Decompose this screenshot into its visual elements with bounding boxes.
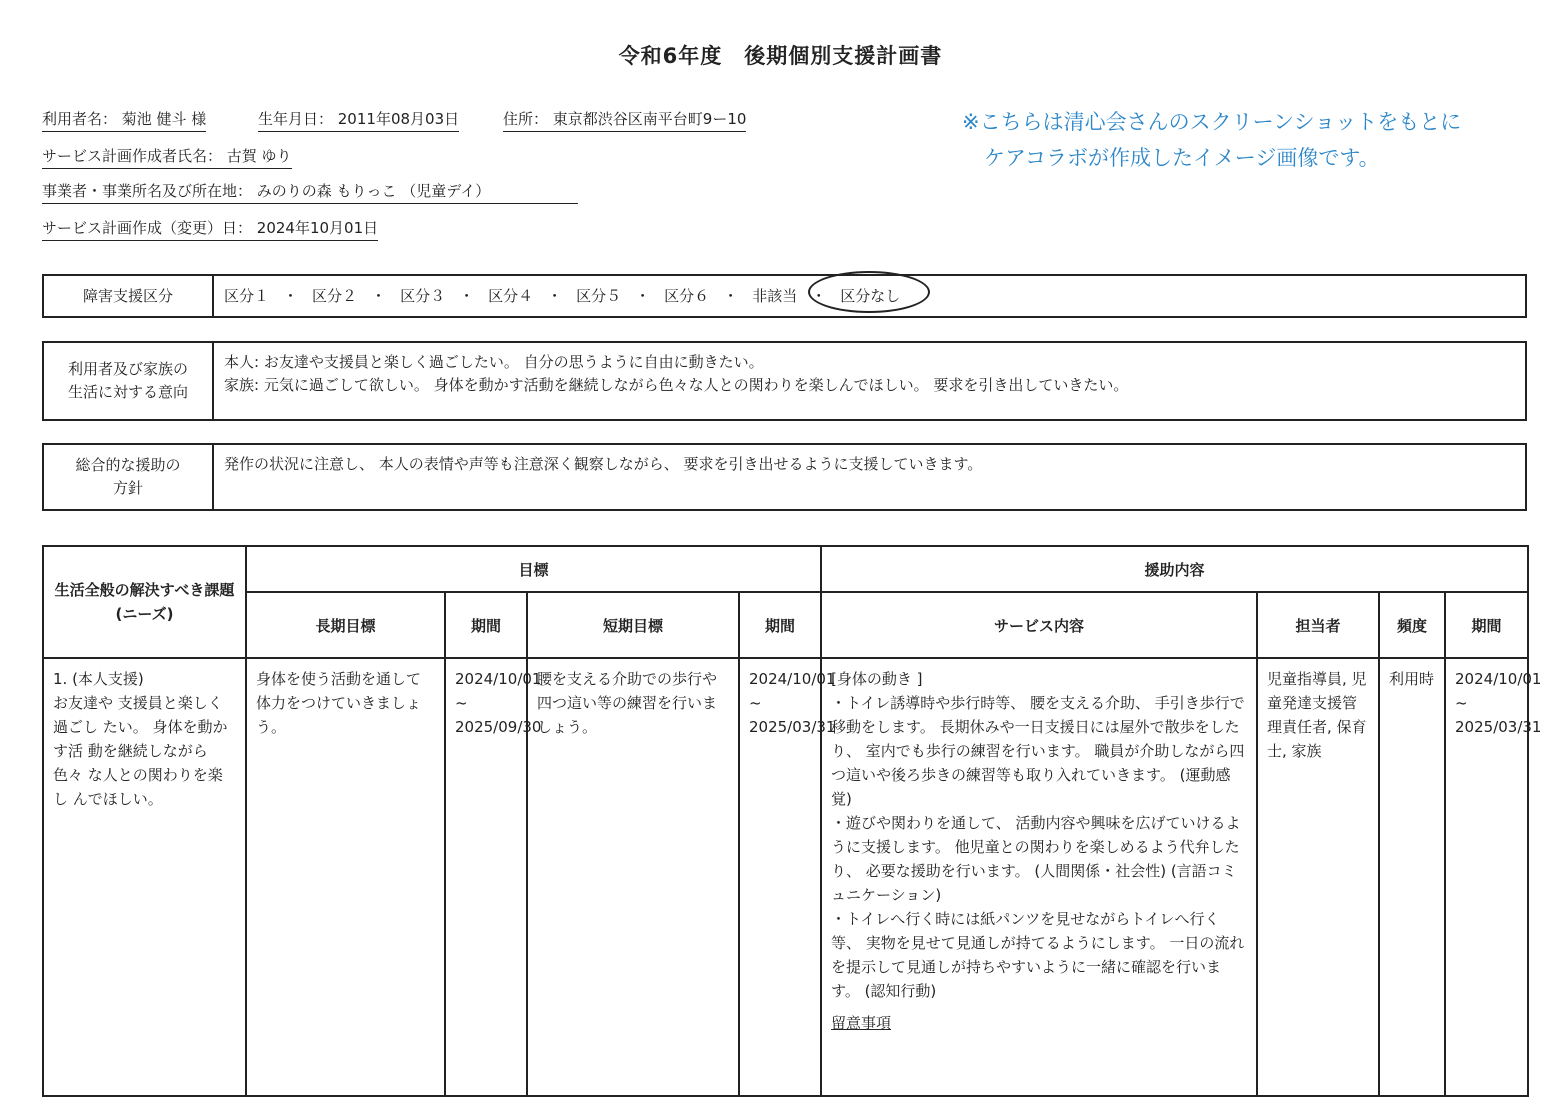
- caution-label: 留意事項: [831, 1014, 892, 1032]
- goal-header: 目標: [246, 546, 821, 592]
- policy-text: 発作の状況に注意し、 本人の表情や声等も注意深く観察しながら、 要求を引き出せるように支援していきます。: [213, 444, 1526, 510]
- image-note: [962, 104, 1461, 176]
- category-option: 区分３: [400, 286, 446, 305]
- plan-author: サービス計画作成者氏名： 古賀 ゆり: [42, 145, 292, 169]
- table-row: [43, 658, 1528, 1096]
- needs-header: 生活全般の解決すべき課題(ニーズ): [43, 546, 246, 658]
- service-header: サービス内容: [821, 592, 1257, 658]
- separator-dot: ・: [459, 286, 475, 305]
- staff-cell: 児童指導員, 児童発達支援管理責任者, 保育士, 家族: [1257, 658, 1379, 1096]
- address: 住所： 東京都渋谷区南平台町9ー10: [503, 108, 746, 132]
- intent-family: 家族: 元気に過ごして欲しい。 身体を動かす活動を継続しながら色々な人との関わりを楽しんでほしい。 要求を引き出していきたい。: [224, 376, 1129, 394]
- page-title: 令和6年度 後期個別支援計画書: [618, 44, 943, 68]
- policy-table: [42, 443, 1527, 511]
- note-line-1: ※こちらは清心会さんのスクリーンショットをもとに: [962, 110, 1462, 134]
- separator-dot: ・: [371, 286, 387, 305]
- birth-date: 生年月日： 2011年08月03日: [258, 108, 459, 132]
- separator-dot: ・: [811, 286, 827, 305]
- plan-date: サービス計画作成（変更）日： 2024年10月01日: [42, 217, 378, 241]
- separator-dot: ・: [635, 286, 651, 305]
- policy-label: [43, 444, 213, 510]
- support-category-options: [213, 275, 1526, 317]
- support-category-label: 障害支援区分: [43, 275, 213, 317]
- period1-header: 期間: [445, 592, 527, 658]
- long-goal-header: 長期目標: [246, 592, 445, 658]
- long-goal-cell: 身体を使う活動を通して体力をつけていきましょう。: [246, 658, 445, 1096]
- separator-dot: ・: [723, 286, 739, 305]
- office-name: 事業者・事業所名及び所在地： みのりの森 もりっこ （児童デイ）: [42, 180, 578, 204]
- service-text: [身体の動き ] ・トイレ誘導時や歩行時等、 腰を支える介助、 手引き歩行で移動をします。 長期休みや一日支援日には屋外で散歩をしたり、 室内でも歩行の練習を行います。 職員が介助しながら四つ這いや後ろ歩きの練習等も取り入れていきます。 (運動感覚) ・遊びや関わりを通して、 活動内容や興味を広げていけるように支援します。 他児童との関わりを楽しめるよう代弁したり、 必要な援助を行います。 (人間関係・社会性) (言語コミュニケーション) ・トイレへ行く時には紙パンツを見せながらトイレへ行く等、 実物を見せて見通しが持てるようにします。 一日の流れを提示して見通しが持ちやすいように一緒に確認を行います。 (認知行動): [831, 670, 1245, 1000]
- period3-cell: 2024/10/01 ~ 2025/03/31: [1445, 658, 1528, 1096]
- category-option: 区分４: [488, 286, 534, 305]
- period3-header: 期間: [1445, 592, 1528, 658]
- needs-cell: 1. (本人支援) お友達や 支援員と楽しく過ごし たい。 身体を動かす活 動を継続しながら色々 な人との関わりを楽し んでほしい。: [43, 658, 246, 1096]
- intent-table: [42, 341, 1527, 421]
- intent-self: 本人: お友達や支援員と楽しく過ごしたい。 自分の思うように自由に動きたい。: [224, 353, 764, 371]
- policy-label-line-1: 総合的な援助の: [75, 456, 181, 474]
- period1-cell: 2024/10/01 ~ 2025/09/30: [445, 658, 527, 1096]
- category-option: 区分２: [312, 286, 358, 305]
- separator-dot: ・: [547, 286, 563, 305]
- short-goal-cell: 腰を支える介助での歩行や四つ這い等の練習を行いましょう。: [527, 658, 739, 1096]
- intent-label: [43, 342, 213, 420]
- category-option: 区分５: [576, 286, 622, 305]
- support-plan-table: [42, 545, 1542, 1097]
- category-option: 区分６: [664, 286, 710, 305]
- support-category-table: [42, 274, 1527, 318]
- support-header: 援助内容: [821, 546, 1528, 592]
- freq-cell: 利用時: [1379, 658, 1445, 1096]
- freq-header: 頻度: [1379, 592, 1445, 658]
- category-option: 区分１: [224, 286, 270, 305]
- policy-label-line-2: 方針: [112, 479, 143, 497]
- staff-header: 担当者: [1257, 592, 1379, 658]
- service-cell: [821, 658, 1257, 1096]
- period2-cell: 2024/10/01 ~ 2025/03/31: [739, 658, 821, 1096]
- intent-text: [213, 342, 1526, 420]
- user-name: 利用者名： 菊池 健斗 様: [42, 108, 206, 132]
- intent-label-line-1: 利用者及び家族の: [67, 360, 188, 378]
- category-option: 区分なし: [840, 285, 900, 308]
- separator-dot: ・: [283, 286, 299, 305]
- intent-label-line-2: 生活に対する意向: [67, 383, 188, 401]
- period2-header: 期間: [739, 592, 821, 658]
- category-option: 非該当: [752, 286, 798, 305]
- note-line-2: ケアコラボが作成したイメージ画像です。: [984, 146, 1380, 170]
- short-goal-header: 短期目標: [527, 592, 739, 658]
